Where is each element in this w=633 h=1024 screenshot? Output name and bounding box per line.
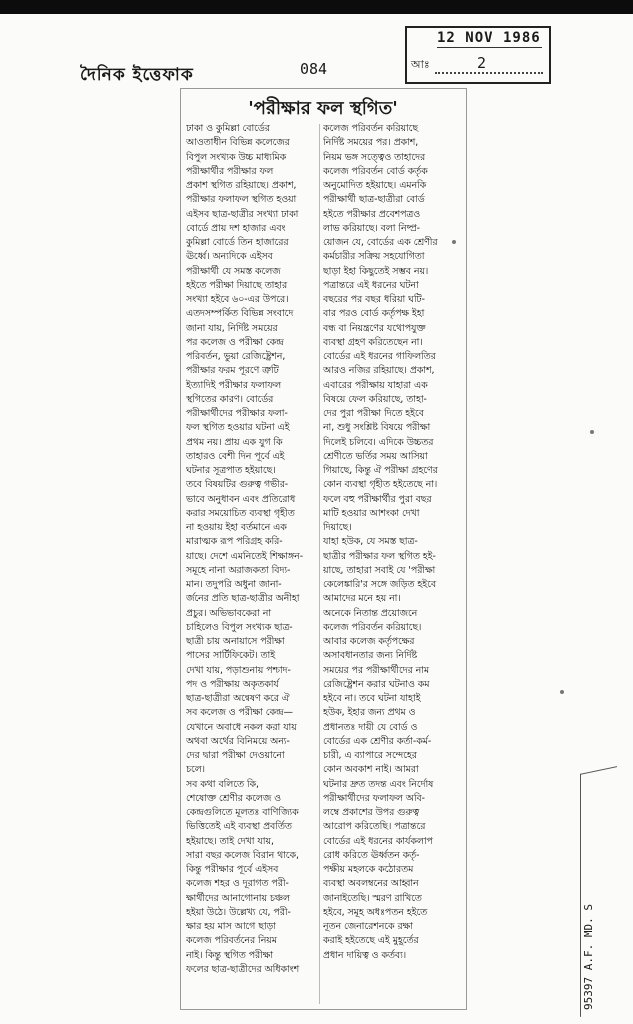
article-text-line: স্থগিতের কারণ। বোর্ডের (186, 393, 274, 405)
article-text-line: র্জনের প্রতি ছাত্র-ছাত্রীর অনীহা (186, 593, 300, 605)
article-text-line: দেখা যায়, পড়াশুনায় পশ্চাদ- (186, 664, 291, 676)
stamp-prefix: আঃ (411, 58, 430, 71)
article-text-line: পদ ও পরীক্ষায় অকৃতকার্য (186, 678, 279, 690)
article-text-line: হউক, ইহার জন্য প্রথম ও (323, 707, 416, 719)
article-text-line: দিলেই চলিবে। এদিকে উচ্চতর (323, 436, 434, 448)
article-text-line: আরোপ করিতেছি। পত্রান্তরে (323, 821, 426, 833)
article-text-line: বছরের পর বছর ধরিয়া ঘটি- (323, 294, 425, 305)
date-stamp (405, 26, 551, 84)
article-text-line: লাভ করিয়াছে। বলা নিষ্প্র- (323, 222, 421, 234)
article-text-line: কেলেঙ্কারি'র সঙ্গে জড়িত হইবে (323, 579, 437, 590)
article-text-line: কুমিল্লা বোর্ডে তিন হাজারের (186, 237, 289, 248)
article-text-line: ইত্যাদিই পরীক্ষার ফলাফল (186, 379, 282, 391)
article-text-line: ঊর্ধ্বে। অন্যদিকে এইসব (186, 251, 273, 263)
article-text-line: কেন্দ্রগুলিতে মূলতঃ বাণিজ্যিক (186, 807, 299, 818)
article-text-line: প্রথম নয়। প্রায় এক যুগ কি (186, 436, 283, 448)
article-text-line: শেষোক্ত শ্রেণীর কলেজ ও (186, 792, 281, 804)
article-text-line: গিয়াছে, কিন্তু ঐ পরীক্ষা গ্রহণের (323, 465, 438, 476)
article-text-line: পরীক্ষার্থীদের ফলাফল অবি- (323, 792, 426, 804)
article-text-line: বন্ধ বা নিয়ন্ত্রণের যথোপযুক্ত (323, 322, 426, 334)
article-text-line: ঘটনার সূত্রপাত হইয়াছে। (186, 465, 276, 476)
page-number: 084 (300, 60, 328, 78)
scan-speck (560, 690, 564, 694)
article-text-line: জানাইতেছি। স্মরণ রাখিতে (323, 892, 422, 904)
article-text-line: দিয়াছে। (323, 522, 352, 533)
article-text-line: নাই। কিন্তু স্থগিত পরীক্ষা (186, 949, 274, 961)
article-text-line: সমূহে নানা অরাজকতা বিদ্য- (186, 564, 291, 576)
article-text-line: ছাত্রী চায় অনায়াসে পরীক্ষা (186, 636, 285, 647)
article-text-line: তবে বিষয়টির গুরুত্ব গভীর- (186, 479, 289, 491)
article-text-line: জানা যায়, নির্দিষ্ট সময়ের (186, 322, 278, 334)
article-text-line: পাসের সার্টিফিকেট। তাই (186, 650, 276, 662)
article-text-line: য়োজন যে, বোর্ডের এক শ্রেণীর (323, 237, 438, 248)
article-text-line: বোর্ডের এই ধরনের গাফিলতির (323, 351, 436, 362)
article-text-line: অসাবধানতার জন্য নির্দিষ্ট (323, 650, 418, 662)
article-text-line: লম্বে প্রকাশের উপর গুরুত্ব (323, 807, 420, 818)
article-text-line: ভাবে অনুধাবন এবং প্রতিরোধ (186, 493, 296, 505)
archive-label-text: 95397 A.F. MD. S (582, 904, 595, 1010)
article-text-line: কর্মচারীর সক্রিয় সহযোগিতা (323, 251, 425, 263)
article-text-line: অনেকে নিতান্ত প্রয়োজনে (323, 607, 418, 619)
article-text-line: সারা বছর কলেজ বিরান থাকে, (186, 849, 299, 861)
article-text-line: চাহিলেও বিপুল সংখ্যক ছাত্র- (186, 621, 293, 633)
article-text-line: অনুমোদিত হইয়াছে। এমনকি (323, 180, 427, 191)
article-text-line: কোন অবকাশ নাই। আমরা (323, 764, 419, 776)
article-text-line: হইয়া উঠে। উল্লেখ্য যে, পরী- (186, 906, 291, 918)
scan-top-edge (0, 0, 633, 14)
article-right-column (323, 122, 460, 1002)
article-text-line: ফলে বহু পরীক্ষার্থীর পুরা বছর (323, 493, 432, 505)
article-text-line: কোন ব্যবস্থা গৃহীত হইতেছে না। (323, 479, 438, 491)
article-text-line: আমাদের মনে হয় না। (323, 593, 401, 605)
article-text-line: দের দ্বারা পরীক্ষা দেওয়ানো (186, 750, 285, 761)
article-text-line: আবার কলেজ কর্তৃপক্ষের (323, 636, 415, 647)
article-text-line: সময়ের পর পরীক্ষার্থীদের নাম (323, 664, 430, 676)
article-text-line: পত্রান্তরে এই ধরনের ঘটনা (323, 279, 419, 291)
article-text-line: হইবে না। তবে ঘটনা যাহাই (323, 693, 421, 704)
article-text-line: দের পুরা পরীক্ষা দিতে হইবে (323, 408, 424, 419)
article-text-line: করার সময়োচিত ব্যবস্থা গৃহীত (186, 507, 295, 519)
stamp-serial: 2 (477, 54, 487, 72)
archive-sticker (582, 760, 622, 1010)
article-text-line: বিষয়ে ফেল করিয়াছে, তাহা- (323, 393, 427, 405)
article-text-line: হইতে পরীক্ষা দিয়াছে তাহার (186, 279, 288, 291)
article-text-line: প্রচুর। অভিভাবকেরা না (186, 607, 272, 619)
article-text-line: নূতন জেনারেশনকে রক্ষা (323, 921, 413, 932)
article-text-line: কিন্তু পরীক্ষার পূর্বে এইসব (186, 864, 279, 875)
article-text-line: যেখানে অবাধে নকল করা যায় (186, 721, 297, 733)
article-text-line: পক্ষীয় মহলকে কঠোরতম (323, 864, 414, 875)
article-text-line: আওতাধীন বিভিন্ন কলেজের (186, 137, 290, 149)
article-text-line: ঢাকা ও কুমিল্লা বোর্ডের (186, 123, 270, 134)
article-headline: 'পরীক্ষার ফল স্থগিত' (248, 98, 398, 119)
article-text-line: পর কলেজ ও পরীক্ষা কেন্দ্র (186, 336, 284, 348)
scan-speck (452, 240, 456, 244)
article-text-line: পরীক্ষার্থীর পরীক্ষার ফল (186, 165, 274, 177)
article-text-line: প্রকাশ স্থগিত রহিয়াছে। প্রকাশ, (186, 180, 297, 191)
article-text-line: হইতে পরীক্ষার প্রবেশপত্রও (323, 208, 421, 220)
article-text-line: য়াছে, তাহারা সবাই যে 'পরীক্ষা (323, 564, 436, 576)
article-text-line: এইসব ছাত্র-ছাত্রীর সংখ্যা ঢাকা (186, 208, 299, 220)
article-text-line: ব্যবস্থা গ্রহণ করিতেছেন না। (323, 336, 423, 348)
article-text-line: বোর্ডের এক শ্রেণীর কর্তা-কর্ম- (323, 735, 432, 747)
article-text-line: হইবে, সমূহ অধঃপতন হইতে (323, 906, 428, 918)
scan-speck (590, 430, 594, 434)
article-text-line: পরীক্ষার্থী ছাত্র-ছাত্রীরা বোর্ড (323, 194, 425, 206)
article-text-line: কলেজ পরিবর্তন করিয়াছে। (323, 621, 422, 633)
article-text-line: সব কলেজ ও পরীক্ষা কেন্দ্র— (186, 707, 293, 719)
article-text-line: ছাত্রীর পরীক্ষার ফল স্থগিত হই- (323, 550, 436, 562)
article-text-line: মারাত্মক রূপ পরিগ্রহ করি- (186, 536, 283, 548)
article-text-line: নিয়ম ভঙ্গ সত্ত্বেও তাহাদের (323, 151, 426, 163)
article-text-line: য়াছে। দেশে এমনিতেই শিক্ষাঙ্গন- (186, 550, 304, 562)
article-text-line: রোধ করিতে ঊর্ধ্বতন কর্তৃ- (323, 849, 420, 861)
article-text-line: ছাত্র-ছাত্রীরা অন্বেষণ করে ঐ (186, 693, 290, 704)
article-text-line: কলেজ পরিবর্তন বোর্ড কর্তৃক (323, 165, 428, 177)
article-text-line: নির্দিষ্ট সময়ের পর। প্রকাশ, (323, 137, 419, 149)
article-text-line: চারী, এ ব্যাপারে সন্দেহের (323, 750, 417, 761)
article-text-line: এবারের পরীক্ষায় যাহারা এক (323, 379, 428, 391)
article-text-line: এতদসম্পর্কিত বিভিন্ন সংবাদে (186, 308, 294, 320)
stamp-dotted-line (435, 72, 543, 74)
article-text-line: ভিত্তিতেই এই ব্যবস্থা প্রবর্তিত (186, 821, 292, 833)
article-text-line: ক্ষার হয় মাস আগে ছাড়া (186, 921, 276, 932)
column-divider (319, 124, 320, 1004)
article-text-line: ছাড়া ইহা কিছুতেই সম্ভব নয়। (323, 265, 429, 277)
article-text-line: কলেজ পরিবর্তনের নিয়ম (186, 935, 277, 947)
article-text-line: মাটি হওয়ার আশংকা দেখা (323, 507, 420, 519)
article-text-line: পরীক্ষার্থীদের পরীক্ষার ফলা- (186, 408, 288, 419)
article-text-line: বোর্ডে প্রায় দশ হাজার এবং (186, 222, 286, 234)
article-text-line: চলে। (186, 764, 206, 776)
newspaper-masthead: দৈনিক ইত্তেফাক (80, 65, 194, 85)
article-text-line: তাহারও বেশী দিন পূর্বে এই (186, 450, 285, 462)
article-text-line: অথবা অর্থের বিনিময়ে অন্য- (186, 735, 290, 747)
article-text-line: প্রধান দায়িত্ব ও কর্তব্য। (323, 949, 407, 961)
article-text-line: সংখ্যা হইবে ৬০-এর উপরে। (186, 294, 289, 305)
article-text-line: পরীক্ষার ফরম পূরণে ত্রুটি (186, 365, 279, 377)
article-text-line: কলেজ শহর ও দূরাগত পরী- (186, 878, 289, 890)
article-text-line: মান। তদুপরি অধুনা জানা- (186, 579, 282, 590)
article-text-line: না, শুধু সংশ্লিষ্ট বিষয়ে পরীক্ষা (323, 422, 431, 434)
article-text-line: পরীক্ষার্থী যে সমস্ত কলেজ (186, 265, 281, 277)
article-text-line: না হওয়ায় ইহা বর্তমানে এক (186, 522, 287, 533)
article-text-line: করাই হইতেছে এই মুহূর্তের (323, 935, 419, 947)
article-text-line: হইয়াছে। তাই দেখা যায়, (186, 835, 274, 847)
article-text-line: ফলের ছাত্র-ছাত্রীদের অধিকাংশ (186, 963, 300, 975)
article-text-line: ফল স্থগিত হওয়ার ঘটনা এই (186, 422, 290, 434)
article-text-line: পরীক্ষার ফলাফল স্থগিত হওয়া (186, 194, 297, 206)
article-text-line: বার পরও বোর্ড কর্তৃপক্ষ ইহা (323, 308, 425, 320)
article-text-line: পরিবর্তন, ভুয়া রেজিষ্ট্রেশন, (186, 351, 286, 362)
article-text-line: প্রধানতঃ দায়ী যে বোর্ড ও (323, 721, 418, 733)
stamp-date: 12 NOV 1986 (437, 30, 541, 46)
article-text-line: রেজিষ্ট্রেশন করার ঘটনাও কম (323, 678, 430, 690)
article-text-line: আরও নজির রহিয়াছে। প্রকাশ, (323, 365, 435, 377)
article-text-line: বিপুল সংখ্যক উচ্চ মাধ্যমিক (186, 151, 287, 163)
article-text-line: কলেজ পরিবর্তন করিয়াছে (323, 123, 418, 134)
article-text-line: বোর্ডের এই ধরনের কার্যকলাপ (323, 835, 433, 847)
article-text-line: শ্রেণীতে ভর্তির সময় আসিয়া (323, 450, 428, 462)
article-text-line: ক্ষার্থীদের আনাগোনায় চঞ্চল (186, 892, 290, 904)
article-text-line: সব কথা বলিতে কি, (186, 778, 259, 790)
article-text-line: ঘটনার দ্রুত তদন্ত এবং নির্দোষ (323, 778, 434, 790)
article-text-line: ব্যবস্থা অবলম্বনের আহ্বান (323, 878, 419, 890)
article-left-column (186, 122, 316, 1002)
stamp-underline (437, 47, 542, 48)
article-text-line: যাহা হউক, যে সমস্ত ছাত্র- (323, 536, 418, 548)
